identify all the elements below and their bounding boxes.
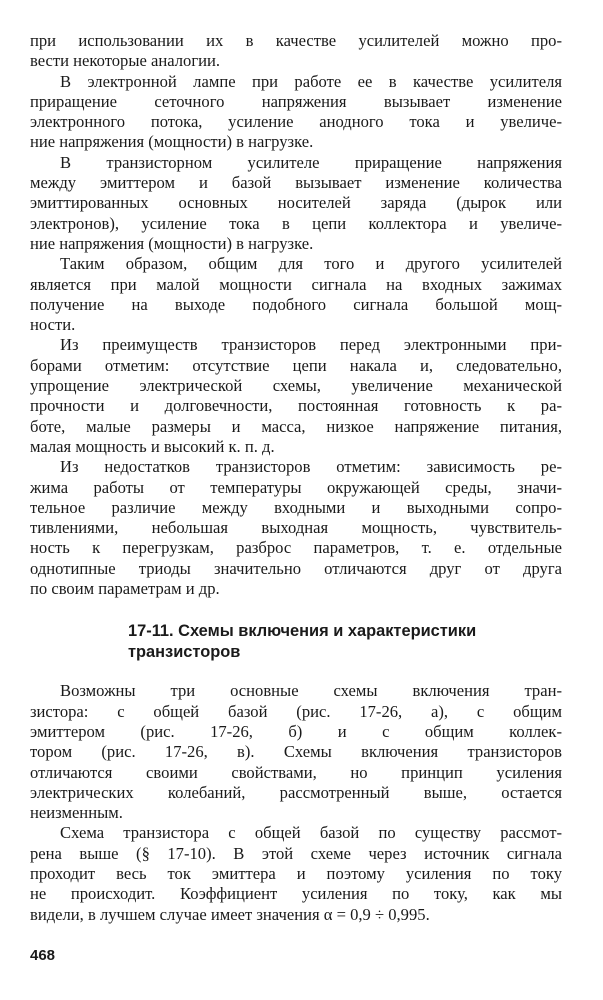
text-line: отличаются своими свойствами, но принцип усиления [30,762,562,782]
text-line: борами отметим: отсутствие цепи накала и, следовательно, [30,355,562,375]
text-line: ние напряжения (мощности) в нагрузке. [30,233,314,253]
paragraph [30,31,562,72]
text-block-after-heading [30,681,562,925]
text-line: получение на выходе подобного сигнала большой мощ- [30,294,562,314]
section-heading [128,621,562,663]
paragraph [30,153,562,254]
text-line: ности. [30,315,76,335]
text-line: рена выше (§ 17-10). В этой схеме через источник сигнала [30,843,562,863]
text-line: В транзисторном усилителе приращение напряжения [60,152,562,172]
text-line: неизменным. [30,803,123,823]
heading-line: 17-11. Схемы включения и характеристики [128,622,477,641]
text-line: электронов), усиление тока в цепи коллектора и увеличе- [30,213,562,233]
text-line: прочности и долговечности, постоянная готовность к ра- [30,396,562,416]
text-line: зистора: с общей базой (рис. 17-26, а), с общим [30,701,562,721]
paragraph [30,335,562,457]
text-line: жима работы от температуры окружающей среды, значи- [30,477,562,497]
text-line: Из преимуществ транзисторов перед электронными при- [60,335,562,355]
text-line: боте, малые размеры и масса, низкое напряжение питания, [30,416,562,436]
text-line: ние напряжения (мощности) в нагрузке. [30,132,314,152]
text-line: Из недостатков транзисторов отметим: зависимость ре- [60,457,562,477]
text-line: видели, в лучшем случае имеет значения α = 0,9 ÷ 0,995. [30,904,430,924]
text-line: Возможны три основные схемы включения тран- [60,681,562,701]
text-line: проходит весь ток эмиттера и поэтому усиления по току [30,863,562,883]
text-line: при использовании их в качестве усилителей можно про- [30,31,562,50]
text-line: В электронной лампе при работе ее в качестве усилителя [60,71,562,91]
text-block-before-heading [30,31,562,599]
heading-line: транзисторов [128,643,241,662]
text-line: ность к перегрузкам, разброс параметров, т. е. отдельные [30,538,562,558]
paragraph [30,823,562,924]
text-line: электронного потока, усиление анодного тока и увеличе- [30,112,562,132]
text-line: вести некоторые аналогии. [30,51,221,71]
text-line: однотипные триоды значительно отличаются друг от друга [30,558,562,578]
text-line: тором (рис. 17-26, в). Схемы включения транзисторов [30,742,562,762]
paragraph [30,457,562,599]
text-line: Схема транзистора с общей базой по существу рассмот- [60,823,562,843]
text-line: малая мощность и высокий к. п. д. [30,436,275,456]
text-line: электрических колебаний, рассмотренный выше, остается [30,782,562,802]
text-line: упрощение электрической схемы, увеличение механической [30,376,562,396]
page-number: 468 [30,947,56,964]
text-line: тивлениями, небольшая выходная мощность, чувствитель- [30,518,562,538]
text-line: эмиттером (рис. 17-26, б) и с общим коллек- [30,721,562,741]
text-line: Таким образом, общим для того и другого усилителей [60,254,562,274]
paragraph [30,254,562,335]
text-line: по своим параметрам и др. [30,579,220,599]
text-line: тельное различие между входными и выходными сопро- [30,497,562,517]
text-line: приращение сеточного напряжения вызывает изменение [30,91,562,111]
paragraph [30,72,562,153]
text-line: эмиттированных основных носителей заряда (дырок или [30,193,562,213]
text-line: не происходит. Коэффициент усиления по току, как мы [30,884,562,904]
text-line: является при малой мощности сигнала на входных зажимах [30,274,562,294]
text-line: между эмиттером и базой вызывает изменение количества [30,173,562,193]
paragraph [30,681,562,823]
page-body [30,31,562,925]
